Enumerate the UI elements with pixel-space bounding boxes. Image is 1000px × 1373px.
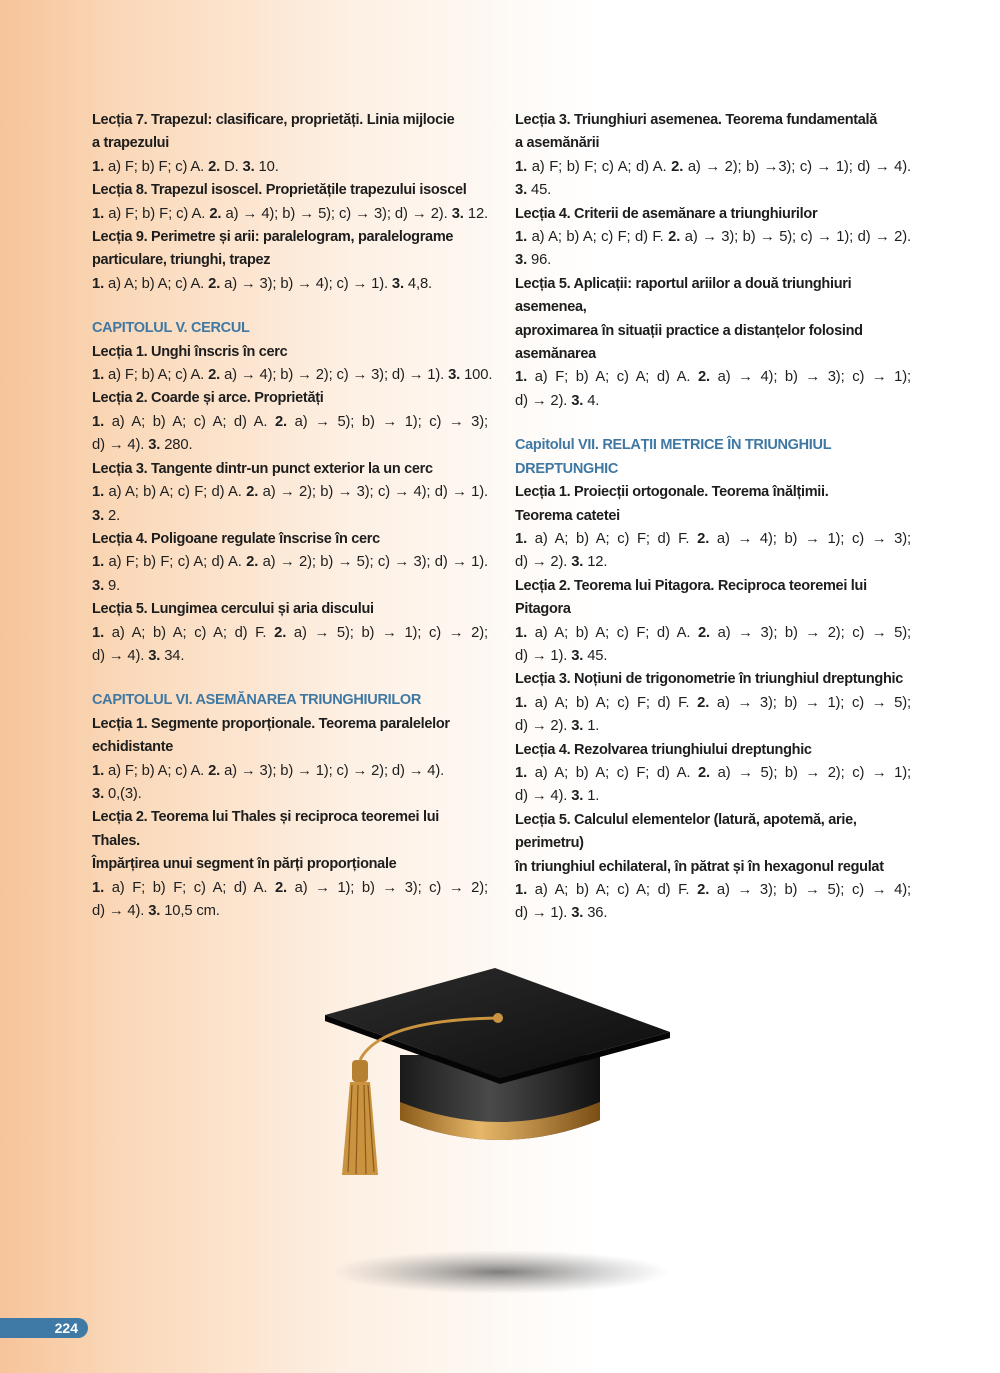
lesson-title: Lecția 4. Poligoane regulate înscrise în cerc: [92, 530, 380, 547]
answer-line: d) → 1). 3. 36.: [515, 905, 608, 922]
answer-line: d) → 1). 3. 45.: [515, 647, 608, 664]
lesson-title: Lecția 3. Noțiuni de trigonometrie în triunghiul dreptunghic: [515, 671, 904, 688]
answer-line: 1. a) A; b) A; c) F; d) F. 2. a) → 3); b) → 1); c) → 5);: [515, 694, 911, 711]
answer-line: 1. a) A; b) A; c) F; d) F. 2. a) → 4); b) → 1); c) → 3);: [515, 530, 911, 547]
answer-line: d) → 4). 3. 280.: [92, 437, 193, 454]
answer-line: 1. a) F; b) F; c) A; d) A. 2. a) → 2); b) → 5); c) → 3); d) → 1).: [92, 554, 488, 571]
answer-line: 1. a) F; b) A; c) A. 2. a) → 3); b) → 1); c) → 2); d) → 4).: [92, 762, 445, 779]
answer-line: d) → 2). 3. 1.: [515, 718, 600, 735]
lesson-title: Lecția 9. Perimetre și arii: paralelogram, paralelograme: [92, 229, 454, 246]
answer-line: 1. a) F; b) F; c) A. 2. D. 3. 10.: [92, 158, 279, 175]
lesson-title: aproximarea în situații practice a distanțelor folosind: [515, 322, 863, 339]
answer-line: d) → 4). 3. 10,5 cm.: [92, 903, 220, 919]
lesson-title: Lecția 1. Segmente proporționale. Teorema paralelelor: [92, 715, 450, 732]
answer-line: d) → 2). 3. 12.: [515, 554, 608, 571]
lesson-title: Lecția 4. Rezolvarea triunghiului dreptunghic: [515, 741, 812, 758]
answer-line: 1. a) A; b) A; c) F; d) F. 2. a) → 3); b) → 5); c) → 1); d) → 2).: [515, 229, 911, 246]
answer-line: 1. a) A; b) A; c) A. 2. a) → 3); b) → 4); c) → 1). 3. 4,8.: [92, 275, 432, 292]
right-column: [515, 109, 911, 926]
lesson-title: Lecția 2. Coarde și arce. Proprietăți: [92, 390, 324, 407]
lesson-title: particulare, triunghi, trapez: [92, 252, 271, 269]
lesson-title: a asemănării: [515, 135, 600, 152]
answer-line: 1. a) A; b) A; c) A; d) F. 2. a) → 3); b) → 5); c) → 4);: [515, 882, 911, 898]
lesson-title: Lecția 8. Trapezul isoscel. Proprietățile trapezului isoscel: [92, 182, 467, 199]
lesson-title: Lecția 1. Proiecții ortogonale. Teorema înălțimii.: [515, 484, 829, 501]
left-column: [92, 109, 493, 923]
answer-line: 1. a) F; b) F; c) A; d) A. 2. a) → 2); b) →3); c) → 1); d) → 4).: [515, 158, 911, 175]
lesson-title: asemănarea: [515, 346, 596, 363]
graduation-cap-icon: [320, 960, 680, 1300]
answer-line: 1. a) F; b) F; c) A. 2. a) → 4); b) → 5); c) → 3); d) → 2). 3. 12.: [92, 205, 488, 222]
lesson-title: Împărțirea unui segment în părți proporționale: [92, 856, 397, 873]
lesson-title: a trapezului: [92, 135, 169, 152]
answer-line: d) → 4). 3. 34.: [92, 647, 185, 664]
answer-line: 1. a) A; b) A; c) F; d) A. 2. a) → 5); b) → 2); c) → 1);: [515, 764, 911, 781]
lesson-title: Lecția 5. Aplicații: raportul ariilor a două triunghiuri asemenea,: [515, 275, 852, 316]
lesson-title: Lecția 5. Lungimea cercului și aria discului: [92, 601, 374, 618]
lesson-title: Lecția 1. Unghi înscris în cerc: [92, 343, 288, 360]
answer-line: 1. a) F; b) F; c) A; d) A. 2. a) → 1); b) → 3); c) → 2);: [92, 879, 488, 896]
answer-line: 1. a) A; b) A; c) A; d) A. 2. a) → 5); b) → 1); c) → 3);: [92, 413, 488, 430]
answer-line: 3. 9.: [92, 577, 121, 594]
answer-line: d) → 4). 3. 1.: [515, 788, 600, 805]
lesson-title: Lecția 2. Teorema lui Thales și reciproca teoremei lui Thales.: [92, 809, 439, 849]
lesson-title: echidistante: [92, 739, 174, 756]
lesson-title: Lecția 4. Criterii de asemănare a triunghiurilor: [515, 205, 818, 222]
answer-line: 3. 45.: [515, 182, 552, 199]
answer-line: d) → 2). 3. 4.: [515, 392, 600, 409]
answer-line: 3. 2.: [92, 507, 121, 524]
lesson-title: Lecția 3. Triunghiuri asemenea. Teorema fundamentală: [515, 112, 878, 128]
answer-line: 1. a) A; b) A; c) A; d) F. 2. a) → 5); b) → 1); c) → 2);: [92, 624, 488, 641]
lesson-title: Lecția 7. Trapezul: clasificare, proprietăți. Linia mijlocie: [92, 112, 455, 128]
answer-line: 3. 96.: [515, 252, 552, 269]
lesson-title: în triunghiul echilateral, în pătrat și în hexagonul regulat: [515, 858, 884, 875]
answer-line: 3. 0,(3).: [92, 785, 142, 802]
lesson-title: Lecția 2. Teorema lui Pitagora. Reciproca teoremei lui Pitagora: [515, 577, 867, 618]
answer-line: 1. a) F; b) A; c) A; d) A. 2. a) → 4); b) → 3); c) → 1);: [515, 369, 911, 386]
answer-line: 1. a) A; b) A; c) F; d) A. 2. a) → 2); b) → 3); c) → 4); d) → 1).: [92, 484, 488, 501]
chapter-heading: CAPITOLUL VI. ASEMĂNAREA TRIUNGHIURILOR: [92, 692, 422, 709]
chapter-heading: CAPITOLUL V. CERCUL: [92, 320, 250, 337]
lesson-title: Lecția 5. Calculul elementelor (latură, apotemă, arie, perimetru): [515, 811, 857, 852]
chapter-heading: Capitolul VII. RELAȚII METRICE ÎN TRIUNGHIUL DREPTUNGHIC: [515, 437, 832, 477]
answer-line: 1. a) A; b) A; c) F; d) A. 2. a) → 3); b) → 2); c) → 5);: [515, 624, 911, 641]
lesson-title: Lecția 3. Tangente dintr-un punct exterior la un cerc: [92, 460, 433, 477]
lesson-title: Teorema catetei: [515, 507, 620, 524]
answer-line: 1. a) F; b) A; c) A. 2. a) → 4); b) → 2); c) → 3); d) → 1). 3. 100.: [92, 367, 493, 384]
page-number: 224: [0, 1318, 88, 1338]
